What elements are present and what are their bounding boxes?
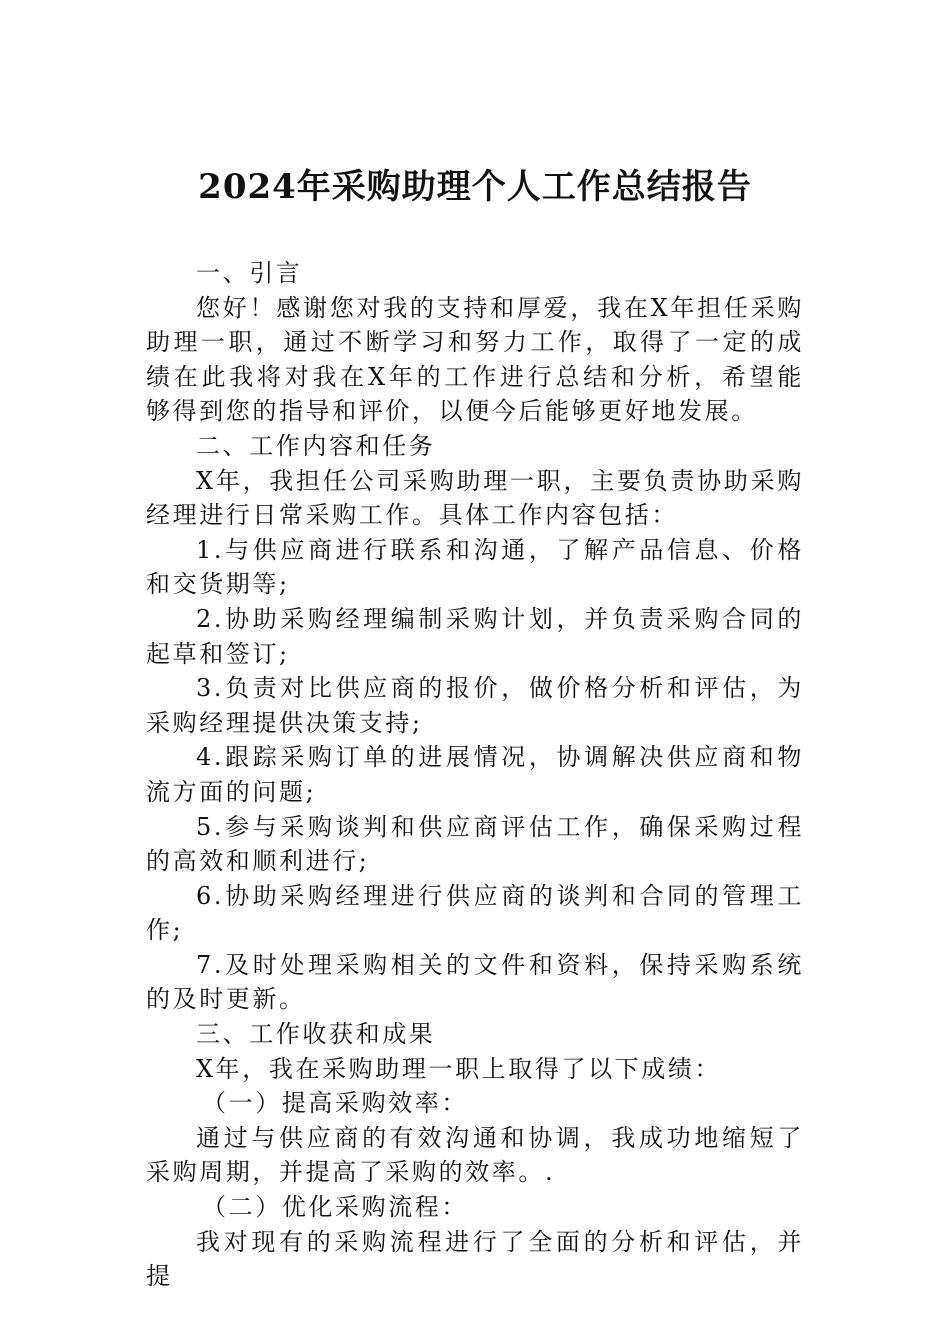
list-item: 4.跟踪采购订单的进展情况，协调解决供应商和物流方面的问题;	[146, 743, 804, 806]
document-body	[146, 256, 804, 1294]
subsection-label: （二）优化采购流程：	[202, 1193, 468, 1222]
paragraph: 我对现有的采购流程进行了全面的分析和评估，并提	[146, 1227, 804, 1291]
list-item: 6.协助采购经理进行供应商的谈判和合同的管理工作;	[146, 881, 804, 945]
subsection-label: （一）提高采购效率：	[202, 1089, 468, 1118]
paragraph: 通过与供应商的有效沟通和协调，我成功地缩短了采购周期，并提高了采购的效率。.	[146, 1123, 804, 1187]
list-item: 2.协助采购经理编制采购计划，并负责采购合同的起草和签订;	[146, 604, 804, 668]
list-item: 5.参与采购谈判和供应商评估工作，确保采购过程的高效和顺利进行;	[146, 812, 804, 876]
list-item: 1.与供应商进行联系和沟通，了解产品信息、价格和交货期等;	[146, 535, 804, 599]
paragraph: X年，我担任公司采购助理一职，主要负责协助采购经理进行日常采购工作。具体工作内容包括：	[146, 466, 804, 530]
paragraph: X年，我在采购助理一职上取得了以下成绩：	[196, 1054, 722, 1083]
document-title: 2024年采购助理个人工作总结报告	[198, 167, 752, 207]
list-item: 3.负责对比供应商的报价，做价格分析和评估，为采购经理提供决策支持;	[146, 674, 804, 737]
list-item: 7.及时处理采购相关的文件和资料，保持采购系统的及时更新。	[146, 950, 804, 1014]
section-heading-intro: 一、引言	[196, 259, 303, 287]
paragraph: 您好！感谢您对我的支持和厚爱，我在X年担任采购助理一职，通过不断学习和努力工作，取得了一定的成绩在此我将对我在X年的工作进行总结和分析，希望能够得到您的指导和评价，以便今后能够更好地发展。	[146, 293, 804, 426]
section-heading-achievements: 三、工作收获和成果	[196, 1020, 436, 1049]
section-heading-work-content: 二、工作内容和任务	[196, 431, 436, 460]
